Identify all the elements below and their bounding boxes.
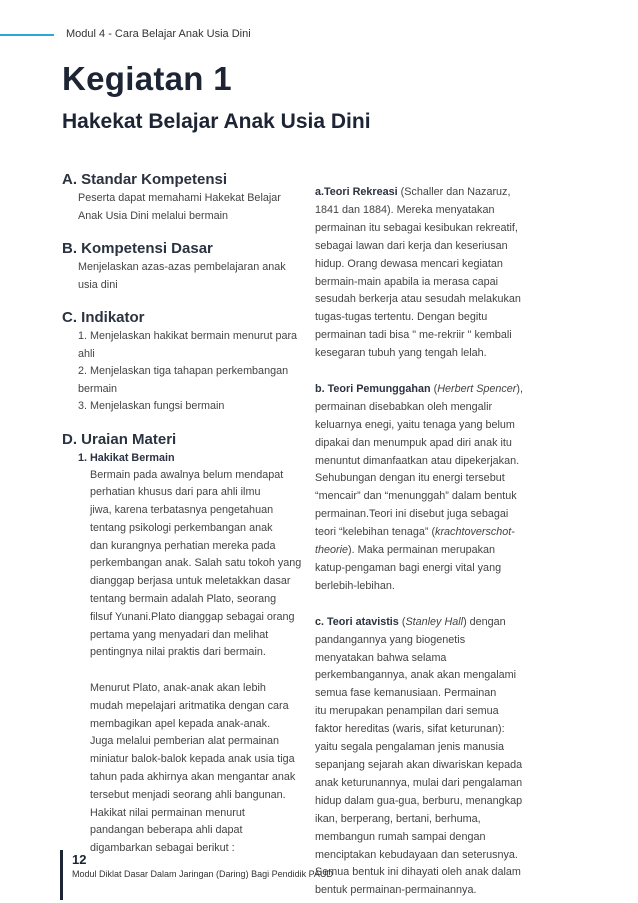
text-line: pentingnya nilai praktis dari bermain. <box>90 646 266 659</box>
italic-term: theorie <box>315 544 349 557</box>
text-span: teori “kelebihan tenaga” ( <box>315 526 436 539</box>
text-line: perkembangannya, anak akan mengalami <box>315 669 517 682</box>
text-line: tahun pada akhirnya akan mengantar anak <box>90 771 296 784</box>
text-line: keluarnya enegi, yaitu tenaga yang belum <box>315 418 515 431</box>
text-line: Semua bentuk ini dihayati oleh anak dalam <box>315 866 521 879</box>
text-line: tentang psikologi perkembangan anak <box>90 521 273 534</box>
text-line <box>315 614 550 632</box>
text-line: pertama yang menyadari dan melihat <box>90 628 269 641</box>
text-line: perhatian khusus dari para ahli ilmu <box>90 486 261 499</box>
text-line: anak keturunannya, mulai dari pengalaman <box>315 776 523 789</box>
footer-accent-bar <box>60 850 63 900</box>
item-body <box>90 467 304 859</box>
text-line <box>315 184 550 202</box>
section-kompetensi-dasar <box>62 239 304 294</box>
text-line: 1. Menjelaskan hakikat bermain menurut para <box>78 330 298 342</box>
text-line: jiwa, karena terbatasnya pengetahuan <box>90 504 274 517</box>
text-line: perkembangan anak. Salah satu tokoh yang <box>90 557 302 570</box>
text-line: pandangannya yang biogenetis <box>315 633 466 646</box>
text-line: bermain <box>78 382 118 395</box>
text-line: miniatur balok-balok kepada anak usia tiga <box>90 753 295 766</box>
section-body <box>78 259 304 294</box>
paragraph-gap <box>315 363 550 381</box>
text-line: sebagai lawan dari kerja dan keseriusan <box>315 239 508 252</box>
text-line: permainan tadi bisa " me-rekriir " kembali <box>315 329 512 342</box>
paragraph-gap <box>315 596 550 614</box>
text-span: ) dengan <box>463 615 506 628</box>
page-title: Kegiatan 1 <box>62 60 232 97</box>
text-line: ahli <box>78 347 95 360</box>
text-line: bermain-main apabila ia merasa capai <box>315 275 499 288</box>
text-line: kesegaran tubuh yang tengah lelah. <box>315 347 487 360</box>
section-body <box>78 190 304 225</box>
text-line: dianggap berjasa untuk meletakkan dasar <box>90 575 291 588</box>
text-line <box>315 381 550 399</box>
text-line: Bermain pada awalnya belum mendapat <box>90 468 284 481</box>
theory-rekreasi <box>315 184 550 363</box>
text-line: ikan, berperang, bertani, berhuma, <box>315 812 481 825</box>
author-name: Herbert Spencer <box>437 382 517 395</box>
text-line: tugas-tugas tertentu. Dengan begitu <box>315 311 488 324</box>
text-span: (Schaller dan Nazaruz, <box>397 186 511 198</box>
text-line: mudah mepelajari aritmatika dengan cara <box>90 699 289 712</box>
section-heading: B. Kompetensi Dasar <box>62 240 213 257</box>
text-line: filsuf Yunani.Plato dianggap sebagai orang <box>90 610 295 623</box>
theory-label: b. Teori Pemunggahan <box>315 382 431 395</box>
text-line: menyatakan bahwa selama <box>315 651 447 664</box>
text-line: itu merupakan penampilan dari semua <box>315 705 499 718</box>
text-line: membangun rumah sampai dengan <box>315 830 486 843</box>
text-line: permainan itu sebagai kesibukan rekreatif, <box>315 221 518 234</box>
left-column <box>62 170 304 858</box>
text-line: sesudah berkerja atau sesudah melakukan <box>315 293 521 306</box>
paragraph-gap <box>90 662 304 680</box>
text-line: berlebih-lebihan. <box>315 579 395 592</box>
text-line: 2. Menjelaskan tiga tahapan perkembangan <box>78 365 289 377</box>
text-span: ( <box>398 615 406 628</box>
text-line: dan kurangnya perhatian mereka pada <box>90 539 276 552</box>
section-body <box>78 328 304 416</box>
text-line: Hakikat nilai permainan menurut <box>90 806 245 819</box>
text-line: Anak Usia Dini melalui bermain <box>78 209 229 222</box>
text-line: tersebut menjadi seorang ahli bangunan. <box>90 788 286 801</box>
text-line: permainan disebabkan oleh mengalir <box>315 400 493 413</box>
italic-term: krachtoverschot- <box>435 526 515 539</box>
theory-atavistis <box>315 614 550 901</box>
text-line: katup-pengaman bagi energi vital yang <box>315 562 502 575</box>
module-label: Modul 4 - Cara Belajar Anak Usia Dini <box>66 28 251 40</box>
section-indikator <box>62 308 304 416</box>
text-line: Menjelaskan azas-azas pembelajaran anak <box>78 261 286 273</box>
text-line: Menurut Plato, anak-anak akan lebih <box>90 682 266 695</box>
theory-label: a.Teori Rekreasi <box>315 186 398 198</box>
theory-pemunggahan <box>315 381 550 596</box>
page-subtitle: Hakekat Belajar Anak Usia Dini <box>62 110 371 133</box>
page-number: 12 <box>72 852 87 867</box>
text-line: semua fase kemanusiaan. Permainan <box>315 687 497 700</box>
text-line: 1841 dan 1884). Mereka menyatakan <box>315 203 495 216</box>
text-line: permainan.Teori ini disebut juga sebagai <box>315 508 509 521</box>
text-line <box>315 524 550 542</box>
text-line: pandangan beberapa ahli dapat <box>90 824 243 837</box>
section-heading: A. Standar Kompetensi <box>62 171 228 188</box>
theory-label: c. Teori atavistis <box>315 615 399 628</box>
text-span: ( <box>430 382 438 395</box>
text-line: Juga melalui pemberian alat permainan <box>90 735 280 748</box>
text-line <box>315 542 550 560</box>
text-line: usia dini <box>78 278 118 291</box>
text-line: tentang bermain adalah Plato, seorang <box>90 593 277 606</box>
section-heading: C. Indikator <box>62 309 145 326</box>
text-line: sepanjang sejarah akan diwariskan kepada <box>315 758 523 771</box>
text-line: membagikan apel kepada anak-anak. <box>90 717 271 730</box>
text-line: menuntut dimanfaatkan atau dipekerjakan. <box>315 454 520 467</box>
text-line: Sehubungan dengan itu energi tersebut <box>315 472 505 485</box>
section-heading: D. Uraian Materi <box>62 430 177 448</box>
text-line: faktor hereditas (waris, sifat keturunan): <box>315 723 505 736</box>
text-span: ). Maka permainan merupakan <box>348 544 496 557</box>
text-line: digambarkan sebagai berikut : <box>90 842 235 855</box>
header-accent-line <box>0 34 54 36</box>
footer-text: Modul Diklat Dasar Dalam Jaringan (Daring) Bagi Pendidik PAUD <box>72 869 333 879</box>
text-line: Peserta dapat memahami Hakekat Belajar <box>78 192 281 204</box>
text-line: “mencair” dan “menunggah” dalam bentuk <box>315 490 517 503</box>
text-line: menciptakan kebudayaan dan seterusnya. <box>315 848 518 861</box>
text-line: hidup. Orang dewasa mencari kegiatan <box>315 257 503 270</box>
text-line: dipakai dan menumpuk apad diri anak itu <box>315 436 512 449</box>
author-name: Stanley Hall <box>405 615 464 628</box>
right-column <box>315 184 550 900</box>
section-standar-kompetensi <box>62 170 304 225</box>
text-line: yaitu segala pengalaman jenis manusia <box>315 741 505 754</box>
item-title: 1. Hakikat Bermain <box>78 451 175 464</box>
text-line: hidup dalam gua-gua, berburu, menangkap <box>315 794 523 807</box>
text-span: ), <box>516 382 524 395</box>
text-line: bentuk permainan-permainannya. <box>315 884 477 897</box>
section-uraian-materi <box>62 430 304 859</box>
text-line: 3. Menjelaskan fungsi bermain <box>78 400 225 412</box>
